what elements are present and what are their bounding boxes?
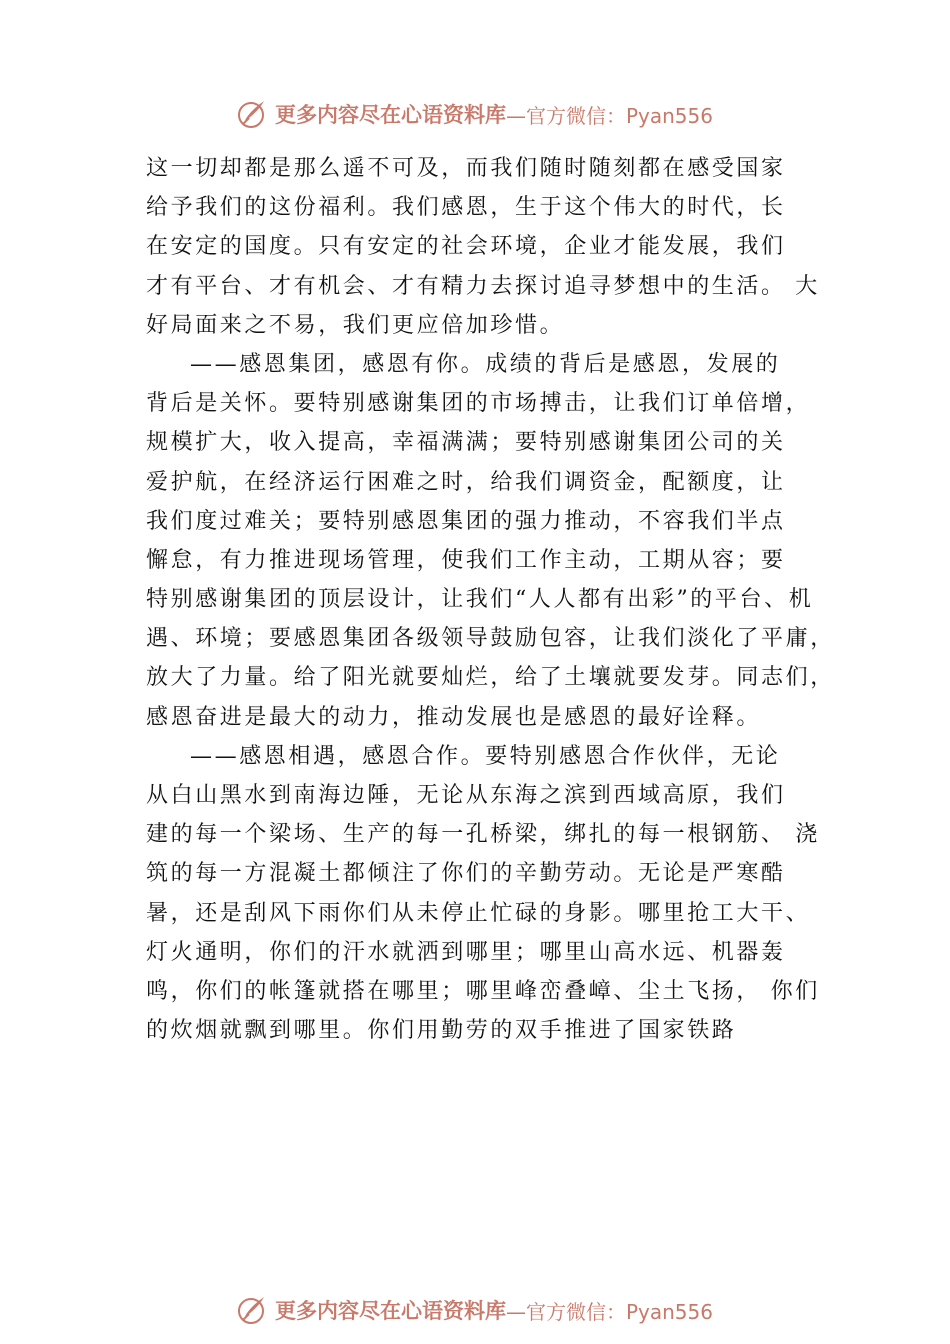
text-line: ——感恩相遇，感恩合作。要特别感恩合作伙伴，无论 (190, 743, 781, 769)
watermark-main-text: 更多内容尽在心语资料库 (274, 1298, 506, 1323)
watermark-sub-text: —官方微信：Pyan556 (505, 1299, 713, 1324)
text-line: 我们度过难关；要特别感恩集团的强力推动，不容我们半点 (146, 508, 786, 534)
header-watermark (0, 94, 950, 134)
text-line: 遇、环境；要感恩集团各级领导鼓励包容，让我们淡化了平庸， (146, 626, 835, 652)
text-line: 建的每一个梁场、生产的每一孔桥梁，绑扎的每一根钢筋、 浇 (146, 822, 820, 848)
text-line: 才有平台、才有机会、才有精力去探讨追寻梦想中的生活。 大 (146, 273, 820, 299)
text-line: 在安定的国度。只有安定的社会环境，企业才能发展，我们 (146, 234, 786, 260)
document-body (146, 149, 846, 1050)
text-line: 感恩奋进是最大的动力，推动发展也是感恩的最好诠释。 (146, 704, 762, 730)
text-line: 灯火通明，你们的汗水就洒到哪里；哪里山高水远、机器轰 (146, 939, 786, 965)
footer-watermark (0, 1290, 950, 1330)
text-line: 背后是关怀。要特别感谢集团的市场搏击，让我们订单倍增， (146, 391, 811, 417)
text-line: 筑的每一方混凝土都倾注了你们的辛勤劳动。无论是严寒酷 (146, 861, 786, 887)
text-line: ——感恩集团，感恩有你。成绩的背后是感恩，发展的 (190, 351, 781, 377)
text-line: 给予我们的这份福利。我们感恩，生于这个伟大的时代，长 (146, 195, 786, 221)
text-line: 好局面来之不易，我们更应倍加珍惜。 (146, 312, 565, 338)
quill-logo-icon (237, 1294, 269, 1326)
text-line: 懈怠，有力推进现场管理，使我们工作主动，工期从容；要 (146, 547, 786, 573)
quill-logo-icon (237, 98, 269, 130)
text-line: 这一切却都是那么遥不可及，而我们随时随刻都在感受国家 (146, 156, 786, 181)
watermark-main-text: 更多内容尽在心语资料库 (274, 102, 506, 127)
text-line: 暑，还是刮风下雨你们从未停止忙碌的身影。哪里抢工大干、 (146, 900, 811, 926)
text-line: 爱护航，在经济运行困难之时，给我们调资金，配额度，让 (146, 469, 786, 495)
text-line: 的炊烟就飘到哪里。你们用勤劳的双手推进了国家铁路 (146, 1018, 737, 1044)
watermark-sub-text: —官方微信：Pyan556 (505, 103, 713, 128)
text-line: 特别感谢集团的顶层设计，让我们“人人都有出彩”的平台、机 (146, 587, 814, 613)
text-line: 规模扩大，收入提高，幸福满满；要特别感谢集团公司的关 (146, 430, 786, 456)
text-line: 从白山黑水到南海边陲，无论从东海之滨到西域高原，我们 (146, 783, 786, 808)
text-line: 鸣，你们的帐篷就搭在哪里；哪里峰峦叠嶂、尘土飞扬， 你们 (146, 978, 820, 1004)
text-line: 放大了力量。给了阳光就要灿烂，给了土壤就要发芽。同志们， (146, 665, 835, 691)
